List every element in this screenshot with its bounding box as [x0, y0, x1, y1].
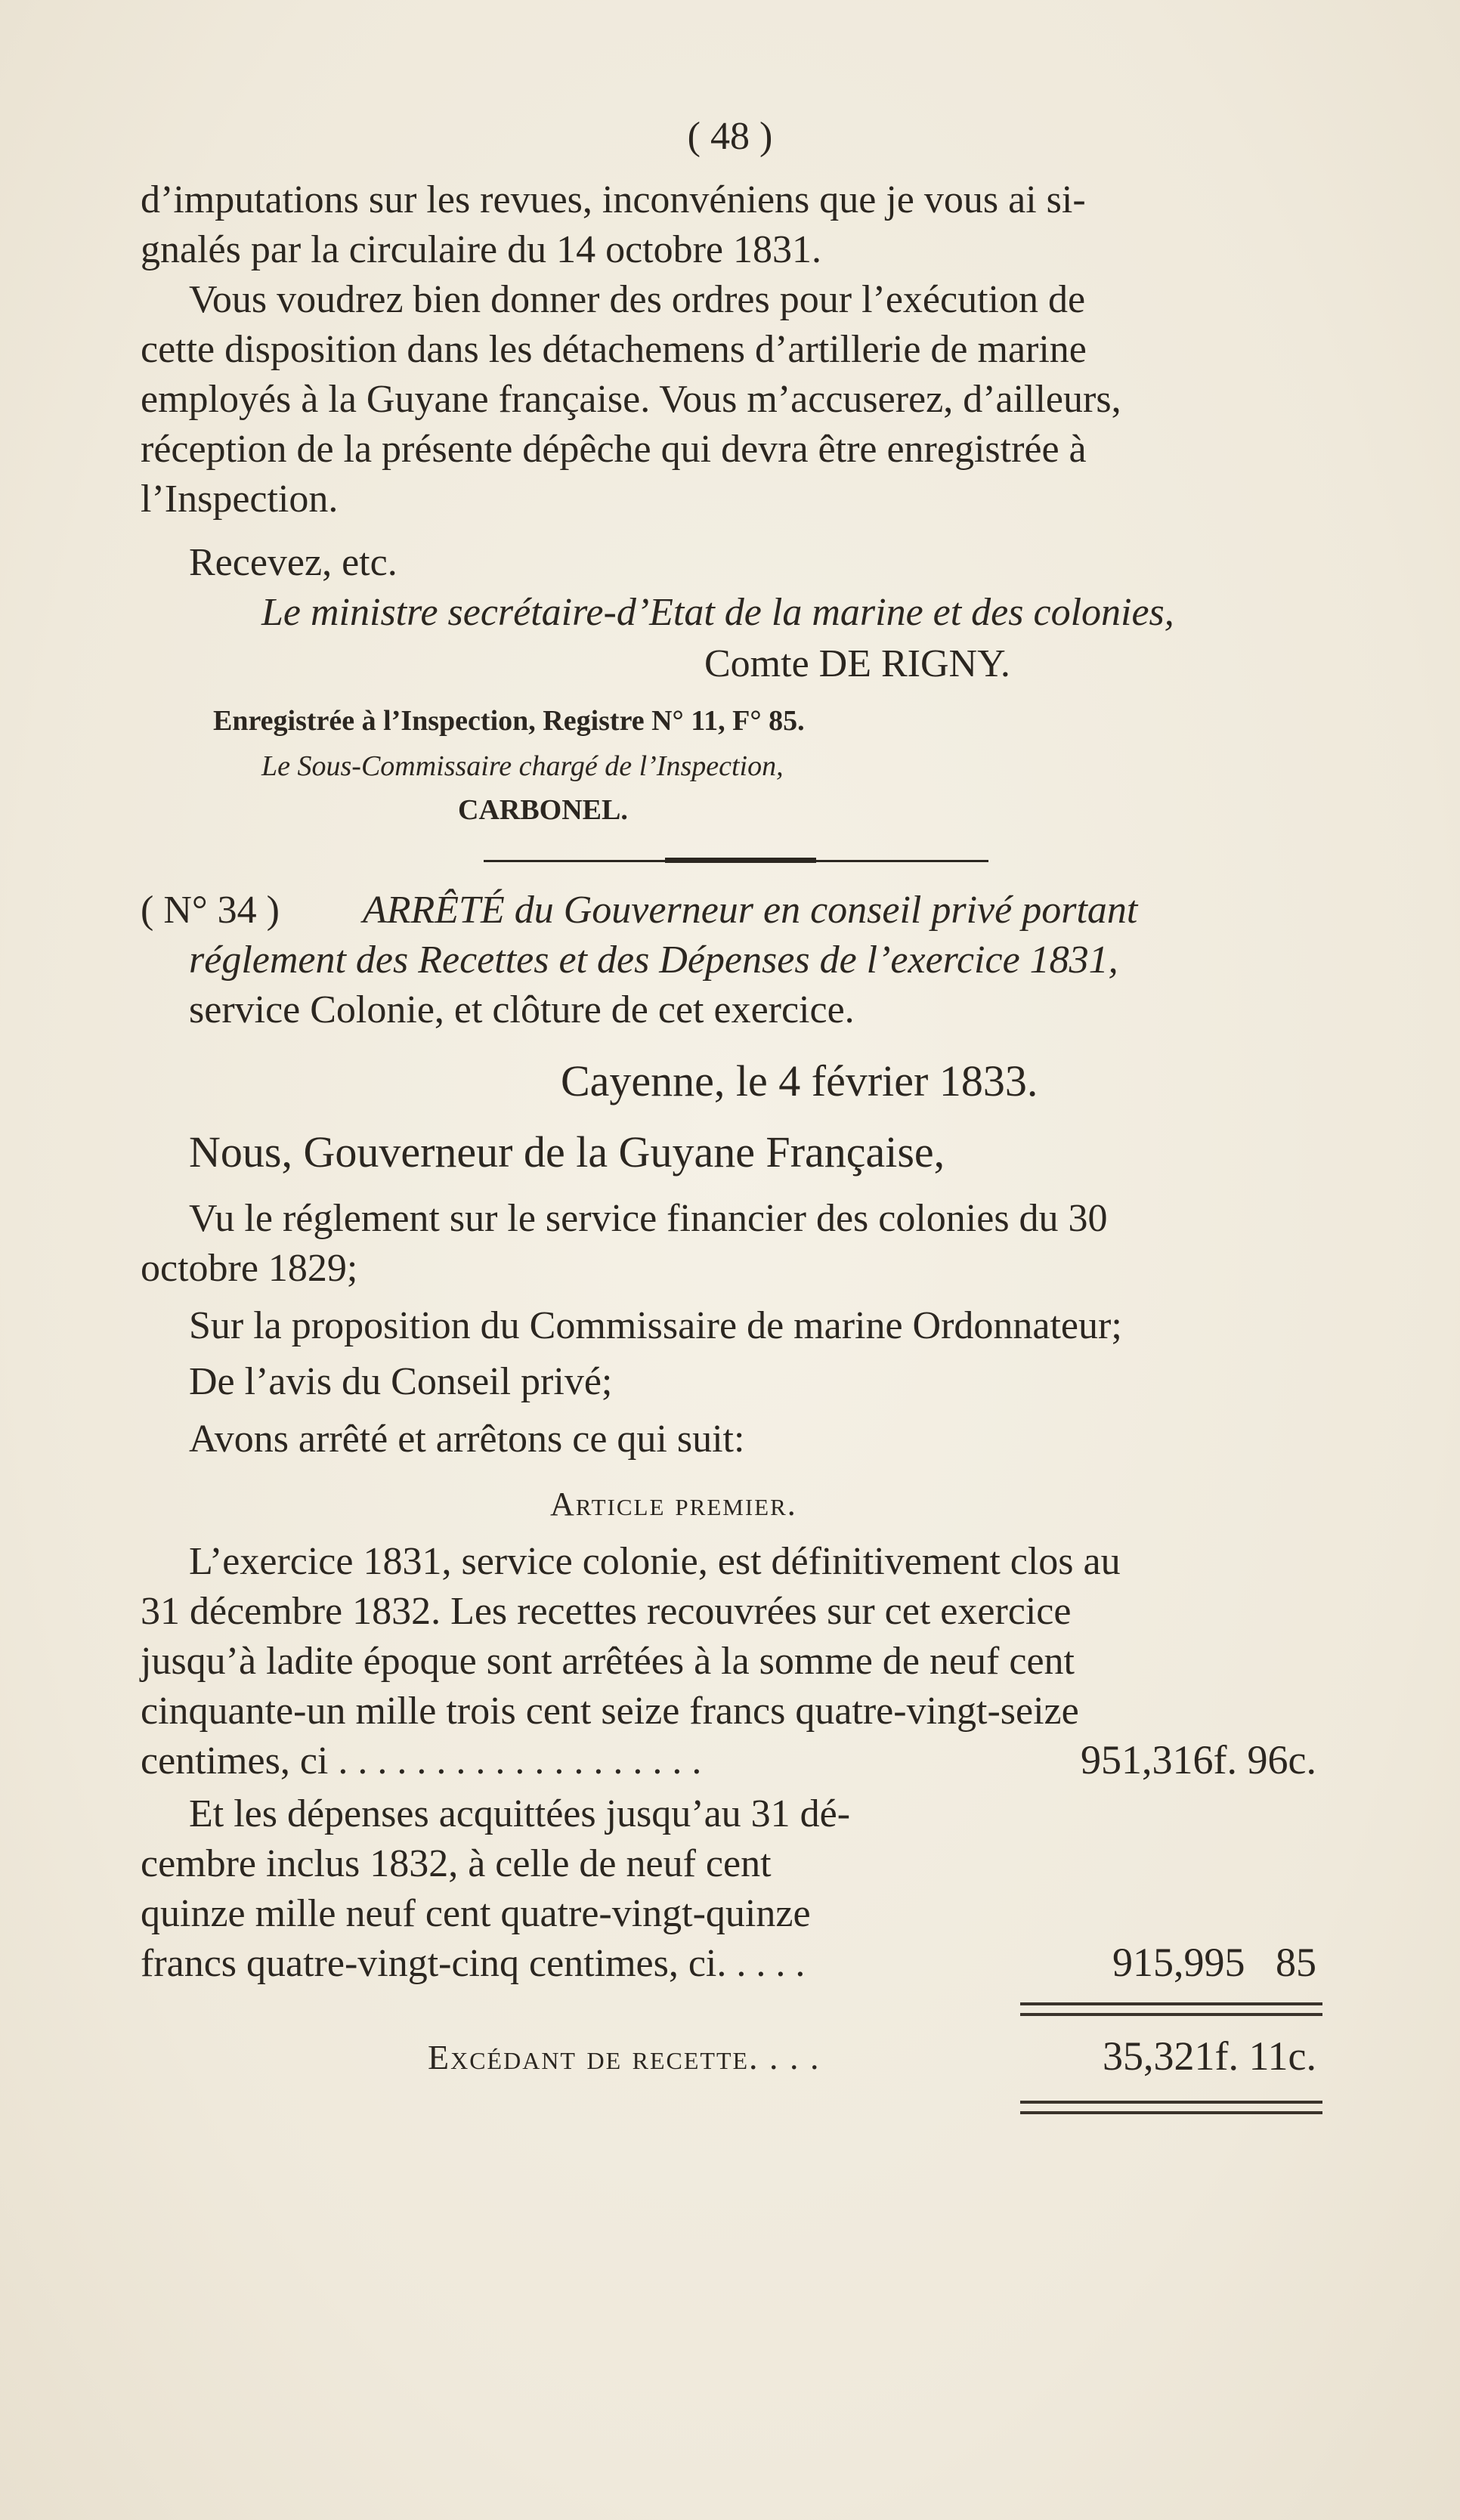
- governor-line: Nous, Gouverneur de la Guyane Française,: [189, 1127, 945, 1177]
- expenses-line-1: Et les dépenses acquittées jusqu’au 31 dé-: [189, 1792, 851, 1835]
- closing-formula: Recevez, etc.: [189, 541, 397, 584]
- article-line-3: jusqu’à ladite époque sont arrêtées à la somme de neuf cent: [141, 1640, 1075, 1683]
- inspector-name: CARBONEL.: [458, 794, 628, 826]
- registration-note: Enregistrée à l’Inspection, Registre N° 11, F° 85.: [213, 705, 805, 737]
- receipts-amount: 951,316f. 96c.: [1081, 1737, 1316, 1783]
- para1-line-1: Vous voudrez bien donner des ordres pour l’exécution de: [189, 278, 1086, 321]
- expenses-line-4: francs quatre-vingt-cinq centimes, ci. . . . .: [141, 1942, 806, 1985]
- arrete-heading-line-1: ARRÊTÉ du Gouverneur en conseil privé portant: [363, 889, 1138, 932]
- signature-name: Comte DE RIGNY.: [704, 642, 1010, 685]
- consideration-line-4: De l’avis du Conseil privé;: [189, 1360, 613, 1403]
- expenses-line-2: cembre inclus 1832, à celle de neuf cent: [141, 1842, 772, 1885]
- article-line-4: cinquante-un mille trois cent seize francs quatre-vingt-seize: [141, 1690, 1079, 1733]
- section-divider-center: [665, 858, 816, 863]
- article-line-1: L’exercice 1831, service colonie, est définitivement clos au: [189, 1540, 1121, 1583]
- consideration-line-1: Vu le réglement sur le service financier des colonies du 30: [189, 1197, 1108, 1240]
- surplus-label: Excédant de recette. . . .: [428, 2038, 821, 2076]
- expenses-line-3: quinze mille neuf cent quatre-vingt-quinze: [141, 1892, 811, 1935]
- place-and-date: Cayenne, le 4 février 1833.: [561, 1056, 1038, 1105]
- expenses-amount: 915,995 85: [1112, 1940, 1316, 1985]
- arrete-heading-line-2: réglement des Recettes et des Dépenses de l’exercice 1831,: [189, 938, 1118, 982]
- arrete-number: ( N° 34 ): [141, 889, 280, 932]
- intro-line-2: gnalés par la circulaire du 14 octobre 1831.: [141, 228, 821, 271]
- signature-title: Le ministre secrétaire-d’Etat de la marine et des colonies,: [261, 591, 1174, 634]
- para1-line-3: employés à la Guyane française. Vous m’accuserez, d’ailleurs,: [141, 378, 1121, 421]
- consideration-line-3: Sur la proposition du Commissaire de marine Ordonnateur;: [189, 1304, 1122, 1347]
- page-number: ( 48 ): [687, 115, 773, 158]
- surplus-amount: 35,321f. 11c.: [1103, 2033, 1316, 2079]
- para1-line-4: réception de la présente dépêche qui devra être enregistrée à: [141, 428, 1087, 471]
- total-rule-bottom: [1020, 2101, 1322, 2114]
- consideration-line-5: Avons arrêté et arrêtons ce qui suit:: [189, 1418, 745, 1461]
- total-rule-top: [1020, 2002, 1322, 2016]
- article-line-5: centimes, ci . . . . . . . . . . . . . . . . . . .: [141, 1739, 702, 1783]
- inspector-title: Le Sous-Commissaire chargé de l’Inspection,: [261, 750, 784, 782]
- intro-line-1: d’imputations sur les revues, inconvéniens que je vous ai si-: [141, 178, 1086, 221]
- para1-line-5: l’Inspection.: [141, 478, 339, 521]
- article-line-2: 31 décembre 1832. Les recettes recouvrées sur cet exercice: [141, 1590, 1072, 1633]
- para1-line-2: cette disposition dans les détachemens d’artillerie de marine: [141, 328, 1087, 371]
- consideration-line-2: octobre 1829;: [141, 1247, 358, 1290]
- arrete-heading-line-3: service Colonie, et clôture de cet exercice.: [189, 988, 855, 1031]
- article-heading: Article premier.: [550, 1486, 797, 1523]
